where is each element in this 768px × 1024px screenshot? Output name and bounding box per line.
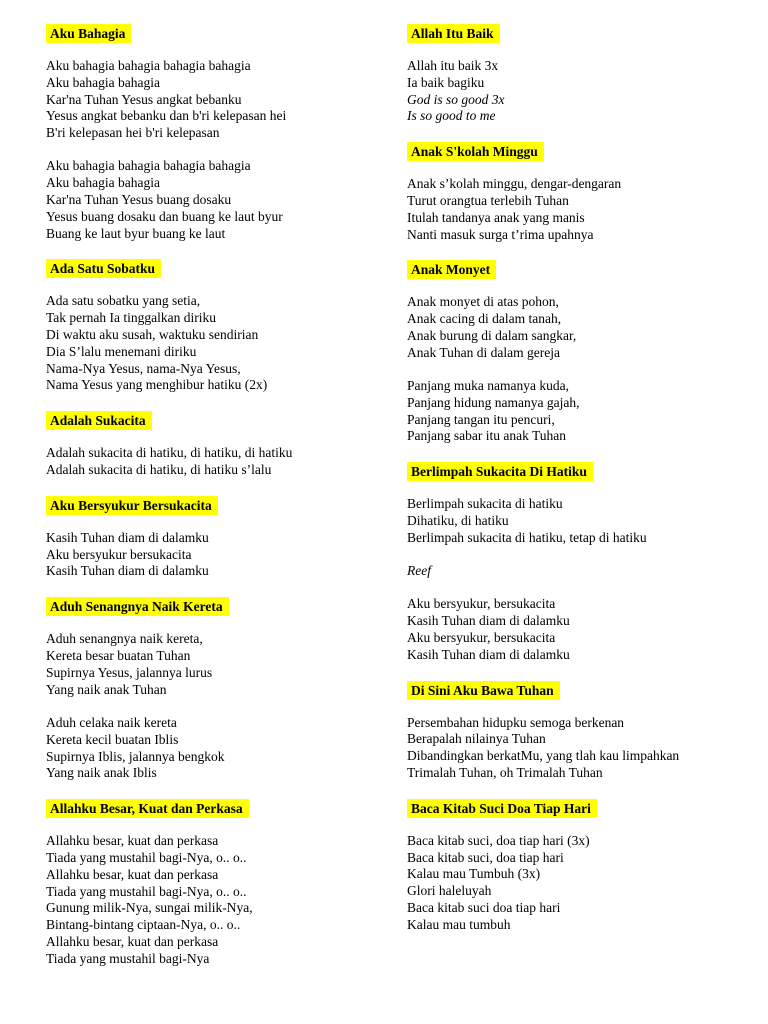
lyric-line: Panjang tangan itu pencuri, xyxy=(407,411,555,427)
song-title: Aku Bersyukur Bersukacita xyxy=(46,496,218,515)
song-title-bar xyxy=(407,260,747,279)
lyric-line: Allahku besar, kuat dan perkasa xyxy=(46,833,219,849)
lyric-line: Baca kitab suci, doa tiap hari xyxy=(407,849,564,865)
lyric-line: Kereta kecil buatan Iblis xyxy=(46,731,179,747)
song-title-bar xyxy=(407,799,747,818)
song-allah-itu-baik xyxy=(407,24,747,125)
lyric-line: Bintang-bintang ciptaan-Nya, o.. o.. xyxy=(46,917,241,933)
lyric-line: Anak cacing di dalam tanah, xyxy=(407,311,562,327)
song-title: Aku Bahagia xyxy=(46,24,131,43)
song-title-bar xyxy=(407,462,747,481)
stanza xyxy=(46,530,386,580)
lyric-line: Ada satu sobatku yang setia, xyxy=(46,293,201,309)
lyric-line: Yesus angkat bebanku dan b'ri kelepasan hei xyxy=(46,108,287,124)
song-ada-satu-sobatku xyxy=(46,259,386,394)
lyric-line: Tak pernah Ia tinggalkan diriku xyxy=(46,310,216,326)
lyric-line: Kereta besar buatan Tuhan xyxy=(46,648,191,664)
song-title: Anak S'kolah Minggu xyxy=(407,142,544,161)
song-title: Allahku Besar, Kuat dan Perkasa xyxy=(46,799,249,818)
lyric-line: B'ri kelepasan hei b'ri kelepasan xyxy=(46,125,220,141)
lyric-line: Allahku besar, kuat dan perkasa xyxy=(46,933,219,949)
lyric-line: Anak monyet di atas pohon, xyxy=(407,294,559,310)
stanza xyxy=(46,293,386,394)
song-title: Adalah Sukacita xyxy=(46,411,152,430)
lyric-line: Kar'na Tuhan Yesus buang dosaku xyxy=(46,192,232,208)
lyric-line: Supirnya Iblis, jalannya bengkok xyxy=(46,748,225,764)
lyric-line: Kasih Tuhan diam di dalamku xyxy=(46,563,209,579)
song-berlimpah-sukacita-di-hatiku xyxy=(407,462,747,663)
lyric-line: Kasih Tuhan diam di dalamku xyxy=(407,646,570,662)
song-title: Baca Kitab Suci Doa Tiap Hari xyxy=(407,799,597,818)
stanza xyxy=(407,563,747,580)
lyric-line: Is so good to me xyxy=(407,108,496,124)
song-title-bar xyxy=(46,259,386,278)
song-anak-s-kolah-minggu xyxy=(407,142,747,243)
lyric-line: Nama-Nya Yesus, nama-Nya Yesus, xyxy=(46,360,241,376)
lyric-line: Panjang sabar itu anak Tuhan xyxy=(407,428,566,444)
lyric-line: Persembahan hidupku semoga berkenan xyxy=(407,714,625,730)
lyric-line: Panjang hidung namanya gajah, xyxy=(407,394,580,410)
song-adalah-sukacita xyxy=(46,411,386,479)
stanza xyxy=(407,176,747,243)
lyric-line: Panjang muka namanya kuda, xyxy=(407,378,569,394)
lyric-line: Yang naik anak Tuhan xyxy=(46,681,167,697)
lyric-line: Nama Yesus yang menghibur hatiku (2x) xyxy=(46,377,268,393)
song-title-bar xyxy=(407,142,747,161)
lyric-line: Baca kitab suci, doa tiap hari (3x) xyxy=(407,832,590,848)
song-title: Allah Itu Baik xyxy=(407,24,500,43)
lyric-line: Anak burung di dalam sangkar, xyxy=(407,327,577,343)
lyric-line: Aku bersyukur, bersukacita xyxy=(407,596,556,612)
lyric-line: Kar'na Tuhan Yesus angkat bebanku xyxy=(46,91,242,107)
stanza xyxy=(407,378,747,445)
lyric-line: Aku bahagia bahagia xyxy=(46,175,160,191)
stanza xyxy=(46,833,386,967)
lyric-line: Anak s’kolah minggu, dengar-dengaran xyxy=(407,176,622,192)
song-title-bar xyxy=(407,681,747,700)
song-anak-monyet xyxy=(407,260,747,445)
song-title-bar xyxy=(46,24,386,43)
stanza xyxy=(407,833,747,934)
song-title-bar xyxy=(407,24,747,43)
lyric-line: Trimalah Tuhan, oh Trimalah Tuhan xyxy=(407,765,603,781)
song-title-bar xyxy=(46,597,386,616)
left-column xyxy=(46,24,386,984)
stanza xyxy=(407,596,747,663)
stanza xyxy=(46,158,386,242)
lyric-line: Berlimpah sukacita di hatiku, tetap di hatiku xyxy=(407,529,647,545)
stanza xyxy=(46,715,386,782)
lyric-line: Allahku besar, kuat dan perkasa xyxy=(46,866,219,882)
lyric-line: Buang ke laut byur buang ke laut xyxy=(46,225,226,241)
lyric-line: Turut orangtua terlebih Tuhan xyxy=(407,192,569,208)
lyric-line: Aduh senangnya naik kereta, xyxy=(46,631,203,647)
lyric-line: Dihatiku, di hatiku xyxy=(407,513,509,529)
lyric-line: Gunung milik-Nya, sungai milik-Nya, xyxy=(46,900,253,916)
stanza xyxy=(46,445,386,479)
lyric-line: Kasih Tuhan diam di dalamku xyxy=(46,529,209,545)
lyric-line: Kalau mau tumbuh xyxy=(407,916,511,932)
lyric-line: Reef xyxy=(407,563,431,579)
song-allahku-besar-kuat-dan-perkasa xyxy=(46,799,386,967)
lyric-line: Aku bahagia bahagia xyxy=(46,74,160,90)
lyric-line: Adalah sukacita di hatiku, di hatiku s’lalu xyxy=(46,462,272,478)
stanza xyxy=(46,631,386,698)
lyric-line: Supirnya Yesus, jalannya lurus xyxy=(46,664,213,680)
song-baca-kitab-suci-doa-tiap-hari xyxy=(407,799,747,934)
song-title-bar xyxy=(46,411,386,430)
song-aduh-senangnya-naik-kereta xyxy=(46,597,386,782)
lyric-line: Allah itu baik 3x xyxy=(407,58,499,73)
song-title: Aduh Senangnya Naik Kereta xyxy=(46,597,229,616)
song-title: Berlimpah Sukacita Di Hatiku xyxy=(407,462,593,481)
lyric-line: Yesus buang dosaku dan buang ke laut byur xyxy=(46,208,283,224)
song-aku-bahagia xyxy=(46,24,386,242)
lyric-line: Dibandingkan berkatMu, yang tlah kau limpahkan xyxy=(407,748,680,764)
stanza xyxy=(407,496,747,546)
right-column xyxy=(407,24,747,951)
lyric-line: Aku bahagia bahagia bahagia bahagia xyxy=(46,158,251,174)
lyric-line: Nanti masuk surga t’rima upahnya xyxy=(407,226,594,242)
stanza xyxy=(407,58,747,125)
song-title: Di Sini Aku Bawa Tuhan xyxy=(407,681,560,700)
lyric-line: Aku bahagia bahagia bahagia bahagia xyxy=(46,58,251,73)
lyric-line: Ia baik bagiku xyxy=(407,74,485,90)
song-title: Anak Monyet xyxy=(407,260,496,279)
lyric-line: Berapalah nilainya Tuhan xyxy=(407,731,546,747)
lyric-line: Kalau mau Tumbuh (3x) xyxy=(407,866,541,882)
lyric-line: Dia S’lalu menemani diriku xyxy=(46,343,197,359)
lyric-line: Aku bersyukur bersukacita xyxy=(46,546,192,562)
song-title: Ada Satu Sobatku xyxy=(46,259,161,278)
lyric-line: Tiada yang mustahil bagi-Nya xyxy=(46,950,210,966)
song-aku-bersyukur-bersukacita xyxy=(46,496,386,580)
stanza xyxy=(407,715,747,782)
lyric-line: Tiada yang mustahil bagi-Nya, o.. o.. xyxy=(46,883,247,899)
stanza xyxy=(407,294,747,361)
lyric-line: Itulah tandanya anak yang manis xyxy=(407,209,585,225)
lyric-line: Anak Tuhan di dalam gereja xyxy=(407,344,560,360)
lyric-line: Aku bersyukur, bersukacita xyxy=(407,630,556,646)
lyric-line: Tiada yang mustahil bagi-Nya, o.. o.. xyxy=(46,849,247,865)
lyric-line: Berlimpah sukacita di hatiku xyxy=(407,496,563,512)
lyric-line: Baca kitab suci doa tiap hari xyxy=(407,900,561,915)
lyric-line: Di waktu aku susah, waktuku sendirian xyxy=(46,327,259,343)
lyric-line: Adalah sukacita di hatiku, di hatiku, di hatiku xyxy=(46,445,293,461)
lyric-line: Kasih Tuhan diam di dalamku xyxy=(407,613,570,629)
lyric-line: God is so good 3x xyxy=(407,91,505,107)
song-title-bar xyxy=(46,496,386,515)
lyric-line: Glori haleluyah xyxy=(407,883,492,899)
lyric-line: Aduh celaka naik kereta xyxy=(46,714,177,730)
song-di-sini-aku-bawa-tuhan xyxy=(407,681,747,782)
song-title-bar xyxy=(46,799,386,818)
stanza xyxy=(46,58,386,142)
lyric-line: Yang naik anak Iblis xyxy=(46,765,157,781)
